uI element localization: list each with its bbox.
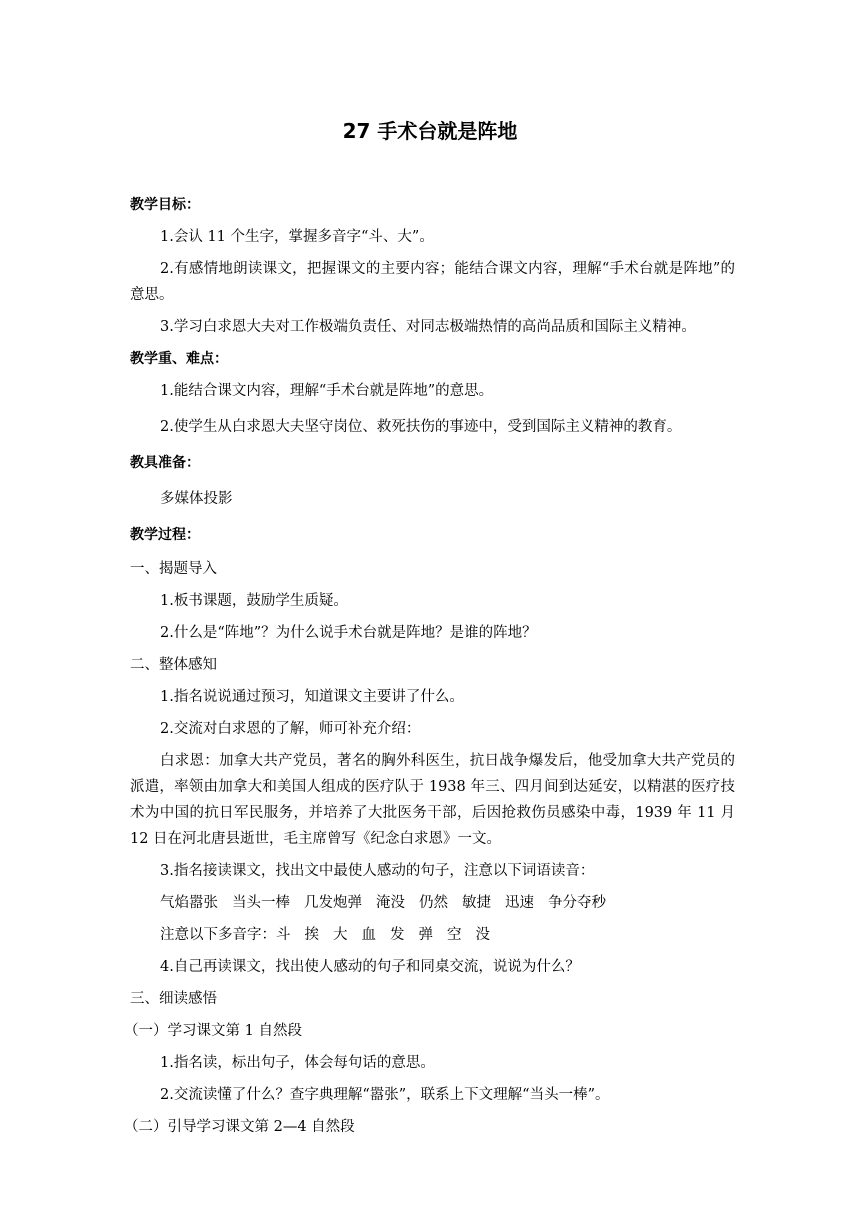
polyphone-char: 弹: [418, 927, 433, 943]
subsection-title: （二）引导学习课文第 2—4 自然段: [124, 1119, 355, 1135]
process-item: 4.自己再读课文，找出使人感动的句子和同桌交流，说说为什么？: [160, 959, 580, 975]
polyphone-label: 注意以下多音字：: [160, 927, 276, 943]
polyphone-char: 斗: [276, 927, 291, 943]
vocab-word: 敏捷: [462, 895, 491, 911]
process-item: 3.指名接读课文，找出文中最使人感动的句子，注意以下词语读音：: [160, 863, 595, 879]
vocab-word: 淹没: [376, 895, 405, 911]
keypoint-item: 1.能结合课文内容，理解“手术台就是阵地”的意思。: [160, 383, 494, 399]
polyphone-char: 没: [475, 927, 490, 943]
polyphone-line: [130, 922, 735, 948]
polyphone-char: 挨: [304, 927, 319, 943]
polyphone-char: 血: [361, 927, 376, 943]
goal-item: 3.学习白求恩大夫对工作极端负责任、对同志极端热情的高尚品质和国际主义精神。: [160, 319, 696, 335]
subsection-title: （一）学习课文第 1 自然段: [124, 1023, 302, 1039]
process-item: 2.什么是“阵地”？为什么说手术台就是阵地？是谁的阵地？: [160, 625, 537, 641]
keypoints-heading: 教学重、难点：: [130, 351, 228, 367]
tools-heading: 教具准备：: [130, 455, 200, 471]
process-item: 1.指名读，标出句子，体会每句话的意思。: [160, 1055, 435, 1071]
section-title: 一、揭题导入: [130, 561, 217, 577]
document-body: [124, 192, 735, 1140]
process-item: 1.指名说说通过预习，知道课文主要讲了什么。: [160, 689, 464, 705]
polyphone-char: 空: [447, 927, 462, 943]
page-title: 27 手术台就是阵地: [342, 119, 518, 143]
section-title: 三、细读感悟: [130, 991, 217, 1007]
process-item: 2.交流读懂了什么？查字典理解“嚣张”，联系上下文理解“当头一棒”。: [160, 1087, 610, 1103]
process-item: 1.板书课题，鼓励学生质疑。: [160, 593, 348, 609]
vocab-word: 当头一棒: [232, 895, 290, 911]
polyphone-char: 发: [390, 927, 405, 943]
goals-heading: 教学目标：: [130, 197, 200, 213]
polyphone-char: 大: [333, 927, 348, 943]
tools-item: 多媒体投影: [160, 491, 233, 507]
vocab-word: 争分夺秒: [548, 895, 606, 911]
process-heading: 教学过程：: [130, 527, 200, 543]
keypoint-item: 2.使学生从白求恩大夫坚守岗位、救死扶伤的事迹中，受到国际主义精神的教育。: [160, 419, 682, 435]
process-item: 2.交流对白求恩的了解，师可补充介绍：: [160, 721, 421, 737]
section-title: 二、整体感知: [130, 657, 217, 673]
vocab-word: 几发炮弹: [304, 895, 362, 911]
vocab-words: [130, 890, 735, 916]
bethune-bio: 白求恩：加拿大共产党员，著名的胸外科医生，抗日战争爆发后，他受加拿大共产党员的派遣，率领由加拿大和美国人组成的医疗队于 1938 年三、四月间到达延安，以精湛的医疗技术为中国的抗日军民服务，并培养了大批医务干部，后因抢救伤员感染中毒，1939 年 11 月 12 日在河北唐县逝世，毛主席曾写《纪念白求恩》一文。: [130, 753, 735, 847]
vocab-word: 气焰嚣张: [160, 895, 218, 911]
goal-item: 2.有感情地朗读课文，把握课文的主要内容；能结合课文内容，理解“手术台就是阵地”的意思。: [130, 261, 735, 303]
vocab-word: 迅速: [505, 895, 534, 911]
goal-item: 1.会认 11 个生字，掌握多音字“斗、大”。: [160, 229, 434, 245]
vocab-word: 仍然: [419, 895, 448, 911]
